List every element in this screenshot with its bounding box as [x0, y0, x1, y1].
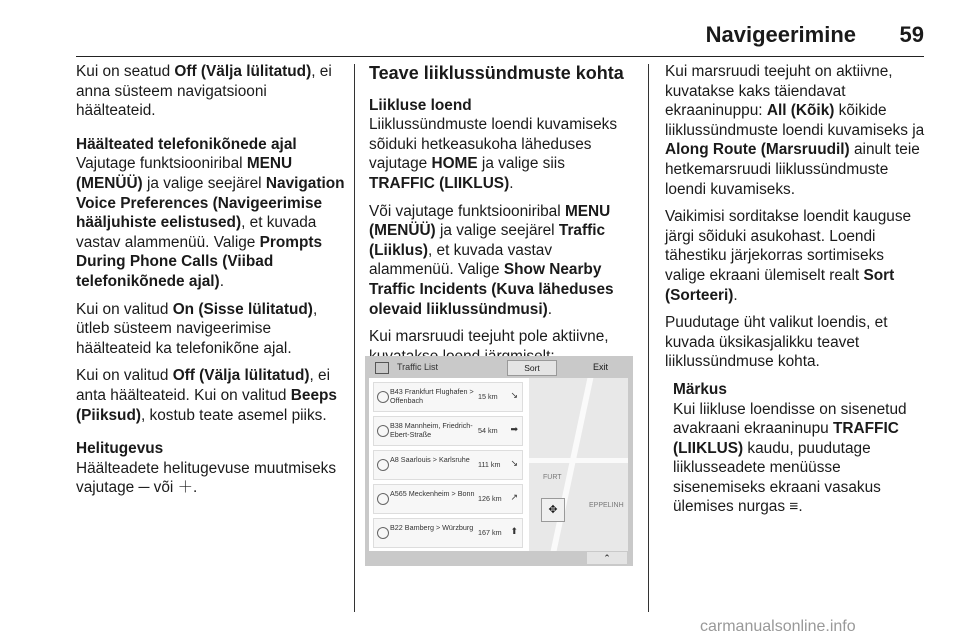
- screen-title: Traffic List: [397, 362, 439, 372]
- column-1: [76, 62, 348, 506]
- direction-icon: ⬆: [510, 526, 518, 536]
- traffic-list-screenshot: [365, 356, 633, 566]
- direction-icon: ➡: [510, 424, 518, 434]
- map-road: [551, 378, 594, 551]
- paragraph: Kui marsruudi teejuht on aktiivne, kuvatakse kaks täiendavat ekraaninuppu: All (Kõik) kõikide liiklussündmuste loendi kuvamiseks ja Along Route (Marsruudil) ainult teie hetkemarsruudi liiklussündmuste loendi kuvamiseks.: [665, 63, 925, 198]
- paragraph: Puudutage üht valikut loendis, et kuvada üksikasjalikku teavet liiklussündmuse kohta.: [665, 314, 888, 371]
- section-title: Navigeerimine: [705, 22, 856, 47]
- incident-icon: [377, 391, 389, 403]
- list-item[interactable]: A565 Meckenheim > Bonn 126 km ↗: [373, 484, 523, 514]
- heading-volume: Helitugevus: [76, 440, 164, 458]
- note-box: [673, 380, 928, 517]
- list-item[interactable]: B43 Frankfurt Flughafen > Offenbach 15 km ↘: [373, 382, 523, 412]
- page-header: [0, 0, 960, 58]
- screen-body: [369, 378, 628, 551]
- column-2: [369, 62, 633, 374]
- page-number: 59: [899, 22, 924, 47]
- map-road: [529, 458, 628, 463]
- list-item[interactable]: A8 Saarlouis > Karlsruhe 111 km ↘: [373, 450, 523, 480]
- paragraph: Kui on valitud On (Sisse lülitatud), ütleb süsteem navigeerimise häälteateid ka telefonikõne ajal.: [76, 300, 318, 357]
- column-3: [665, 62, 928, 525]
- paragraph: Liiklussündmuste loendi kuvamiseks sõiduki hetkeasukoha läheduses vajutage HOME ja valige siis TRAFFIC (LIIKLUS).: [369, 116, 618, 192]
- paragraph: Häälteadete helitugevuse muutmiseks vajutage ─ või ＋.: [76, 459, 337, 497]
- exit-button[interactable]: Exit: [593, 362, 609, 372]
- heading-traffic-list: Liikluse loend: [369, 96, 472, 114]
- incident-icon: [377, 527, 389, 539]
- screen-top-bar: [365, 356, 633, 378]
- paragraph: Vajutage funktsiooniribal MENU (MENÜÜ) ja valige seejärel Navigation Voice Preferences (Navigeerimise hääljuhiste eelistused), et kuvada vastav alammenüü. Valige Prompts During Phone Calls (Viibad telefonikõnede ajal).: [76, 155, 345, 290]
- map-label: FURT: [543, 474, 562, 481]
- paragraph: Kui marsruudi teejuht pole aktiivne,: [369, 328, 609, 346]
- column-divider-2: [648, 64, 649, 612]
- chevron-up-icon[interactable]: ⌃: [587, 552, 627, 564]
- map-label: EPPELINH: [589, 502, 624, 509]
- paragraph: Kui on valitud Off (Välja lülitatud), ei anta häälteateid. Kui on valitud Beeps (Piiksud), kostub teate asemel piiks.: [76, 367, 337, 424]
- note-title: Märkus: [673, 380, 727, 398]
- sort-button[interactable]: Sort: [507, 360, 557, 376]
- traffic-list: [373, 382, 523, 547]
- incident-icon: [377, 425, 389, 437]
- column-divider-1: [354, 64, 355, 612]
- location-icon[interactable]: ✥: [541, 498, 565, 522]
- menu-icon[interactable]: [375, 362, 389, 374]
- map-view[interactable]: [529, 378, 628, 551]
- direction-icon: ↗: [510, 492, 518, 502]
- list-item[interactable]: B22 Bamberg > Würzburg 167 km ⬆: [373, 518, 523, 548]
- direction-icon: ↘: [510, 458, 518, 468]
- section-heading: Teave liiklussündmuste kohta: [369, 63, 624, 83]
- paragraph: Kui on seatud Off (Välja lülitatud), ei anna süsteem navigatsiooni häälteateid.: [76, 63, 332, 120]
- heading-calls: Häälteated telefonikõnede ajal: [76, 135, 297, 153]
- direction-icon: ↘: [510, 390, 518, 400]
- watermark: carmanualsonline.info: [700, 618, 856, 635]
- list-item[interactable]: B38 Mannheim, Friedrich-Ebert-Straße 54 km ➡: [373, 416, 523, 446]
- note-text: Kui liikluse loendisse on sisenetud avakraani ekraaninupu TRAFFIC (LIIKLUS) kaudu, puudutage liiklusseadete menüüsse sisenemiseks ekraani vasakus ülemises nurgas ≡.: [673, 400, 907, 516]
- paragraph: Vaikimisi sorditakse loendit kauguse järgi sõiduki asukohast. Loendi tähestiku järjekorras sortimiseks valige ekraani ülemiselt realt Sort (Sorteeri).: [665, 208, 912, 304]
- paragraph: Või vajutage funktsiooniribal MENU (MENÜÜ) ja valige seejärel Traffic (Liiklus), et kuvada vastav alammenüü. Valige Show Nearby Traffic Incidents (Kuva läheduses olevaid liiklussündmusi).: [369, 202, 614, 318]
- incident-icon: [377, 459, 389, 471]
- incident-icon: [377, 493, 389, 505]
- header-rule: [76, 56, 924, 57]
